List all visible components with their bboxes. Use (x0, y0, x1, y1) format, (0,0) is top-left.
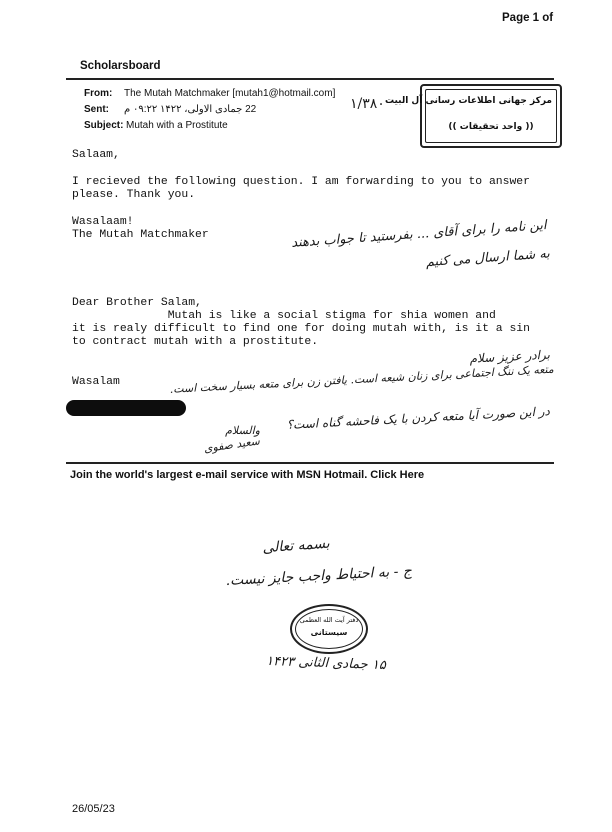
footer-divider (66, 462, 554, 464)
handwritten-note-2-line-1: برادر عزیز سلام (469, 347, 551, 366)
from-value: The Mutah Matchmaker [mutah1@hotmail.com] (124, 88, 336, 99)
subject-label: Subject: (84, 120, 124, 131)
office-seal (290, 604, 368, 654)
handwritten-note-1-line-2: به شما ارسال می کنیم (425, 246, 551, 271)
handwritten-note-1-line-1: این نامه را برای آقای ... بفرستید تا جواب بدهند (290, 218, 548, 251)
closing-1: Wasalaam! (72, 216, 134, 228)
office-seal-line-2: سیستانی (310, 628, 348, 637)
question-line-1: Mutah is like a social stigma for shia women and (72, 310, 496, 322)
sent-label: Sent: (84, 104, 109, 115)
handwritten-note-2-line-2: متعه یک ننگ اجتماعی برای زنان شیعه است. یافتن زن برای متعه بسیار سخت است. (169, 362, 555, 396)
handwritten-note-2-line-3: در این صورت آیا متعه کردن با یک فاحشه گناه است؟ (286, 404, 551, 432)
answer-bismillah: بسمه تعالی (261, 535, 331, 557)
dear-line: Dear Brother Salam, (72, 297, 202, 309)
source-title: Scholarsboard (80, 60, 161, 72)
subject-row (84, 120, 384, 134)
question-line-3: to contract mutah with a prostitute. (72, 336, 319, 348)
answer-reply: ج - به احتیاط واجب جایز نیست. (225, 563, 413, 590)
redaction-bar (66, 400, 186, 416)
print-date: 26/05/23 (72, 803, 115, 815)
footer-ad-link[interactable]: Join the world's largest e-mail service with MSN Hotmail. Click Here (70, 469, 425, 481)
closing-2: Wasalam (72, 376, 120, 388)
forward-line-1: I recieved the following question. I am forwarding to you to answer (72, 176, 530, 188)
page-number: Page 1 of (502, 12, 554, 24)
greeting: Salaam, (72, 149, 120, 161)
reference-number: ۱/۳۸۰ (350, 96, 385, 112)
from-row (84, 88, 384, 102)
institution-stamp (384, 84, 562, 148)
sent-value: 22 جمادی الاولی، ۱۴۲۲ ۰۹:۲۲ م (124, 104, 257, 115)
email-header (84, 88, 384, 134)
stamp-line-1: مرکز جهانی اطلاعات رسانی آل البیت (384, 96, 552, 106)
from-label: From: (84, 88, 113, 99)
sent-row (84, 104, 384, 118)
office-seal-line-1: دفتر آیت الله العظمی (299, 616, 359, 624)
answer-date: ۱۵ جمادی الثانی ۱۴۲۳ (265, 653, 387, 674)
handwritten-note-2-name: سعید صفوی (202, 434, 261, 456)
question-line-2: it is realy difficult to find one for doing mutah with, is it a sin (72, 323, 530, 335)
stamp-line-2: (( واحد تحقیقات )) (448, 122, 534, 132)
forward-line-2: please. Thank you. (72, 189, 196, 201)
header-divider (66, 78, 554, 80)
handwritten-note-2-closing: والسلام (225, 424, 260, 437)
signature-1: The Mutah Matchmaker (72, 229, 209, 241)
subject-value: Mutah with a Prostitute (126, 120, 228, 131)
